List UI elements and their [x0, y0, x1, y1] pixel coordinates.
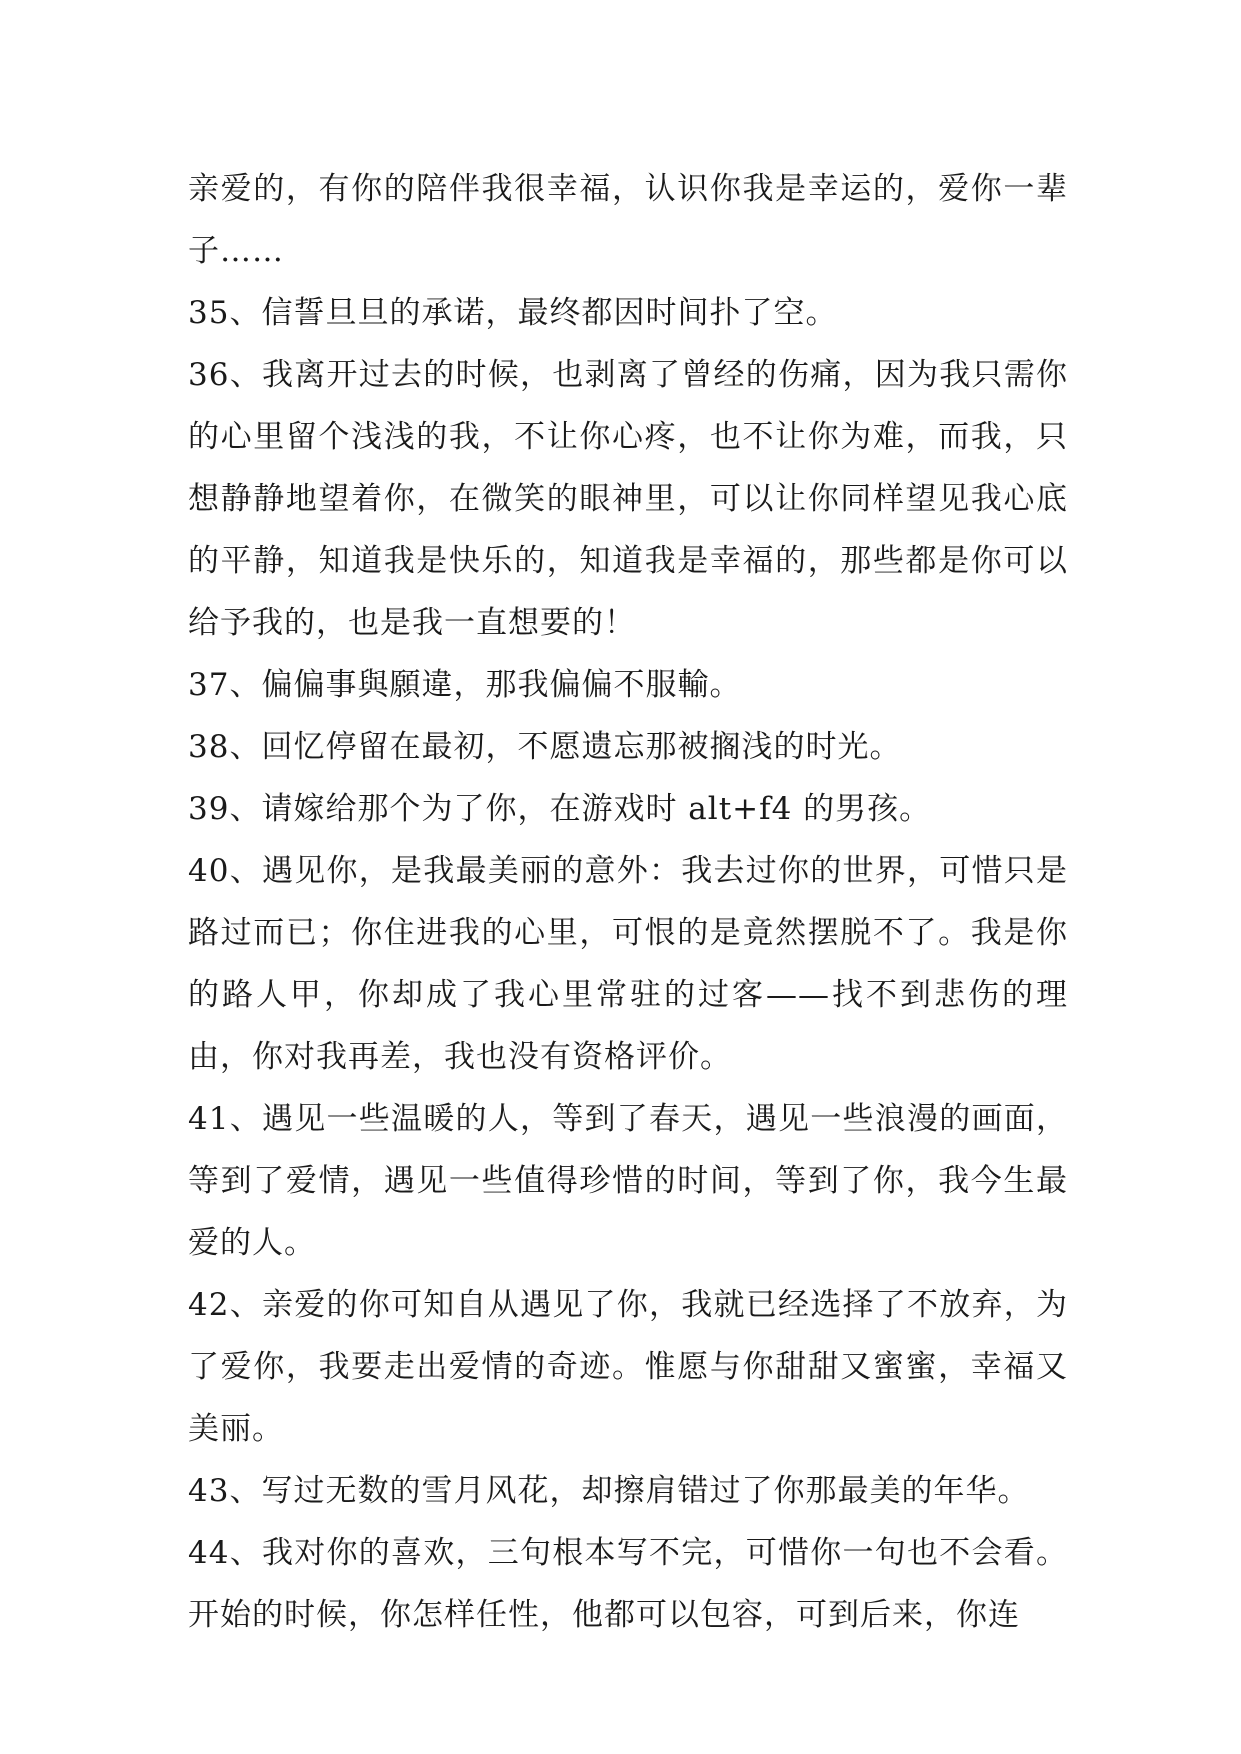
- document-body: [188, 158, 1068, 1646]
- paragraph-44: 44、我对你的喜欢，三句根本写不完，可惜你一句也不会看。开始的时候，你怎样任性，他都可以包容，可到后来，你连: [188, 1535, 1068, 1633]
- paragraph-42: 42、亲爱的你可知自从遇见了你，我就已经选择了不放弃，为了爱你，我要走出爱情的奇迹。惟愿与你甜甜又蜜蜜，幸福又美丽。: [188, 1287, 1068, 1447]
- paragraph-43: 43、写过无数的雪月风花，却擦肩错过了你那最美的年华。: [188, 1473, 1030, 1509]
- paragraph-38: 38、回忆停留在最初，不愿遗忘那被搁浅的时光。: [188, 729, 902, 765]
- paragraph-continuation: 亲爱的，有你的陪伴我很幸福，认识你我是幸运的，爱你一辈子……: [188, 171, 1068, 269]
- paragraph-40: 40、遇见你，是我最美丽的意外：我去过你的世界，可惜只是路过而已；你住进我的心里，可恨的是竟然摆脱不了。我是你的路人甲，你却成了我心里常驻的过客——找不到悲伤的理由，你对我再差，我也没有资格评价。: [188, 853, 1068, 1075]
- paragraph-36: 36、我离开过去的时候，也剥离了曾经的伤痛，因为我只需你的心里留个浅浅的我，不让你心疼，也不让你为难，而我，只想静静地望着你，在微笑的眼神里，可以让你同样望见我心底的平静，知道我是快乐的，知道我是幸福的，那些都是你可以给予我的，也是我一直想要的！: [188, 357, 1068, 641]
- paragraph-37: 37、偏偏事與願違，那我偏偏不服輸。: [188, 667, 742, 703]
- paragraph-35: 35、信誓旦旦的承诺，最终都因时间扑了空。: [188, 295, 838, 331]
- paragraph-39: 39、请嫁给那个为了你，在游戏时 alt+f4 的男孩。: [188, 791, 932, 827]
- paragraph-41: 41、遇见一些温暖的人，等到了春天，遇见一些浪漫的画面，等到了爱情，遇见一些值得珍惜的时间，等到了你，我今生最爱的人。: [188, 1101, 1068, 1261]
